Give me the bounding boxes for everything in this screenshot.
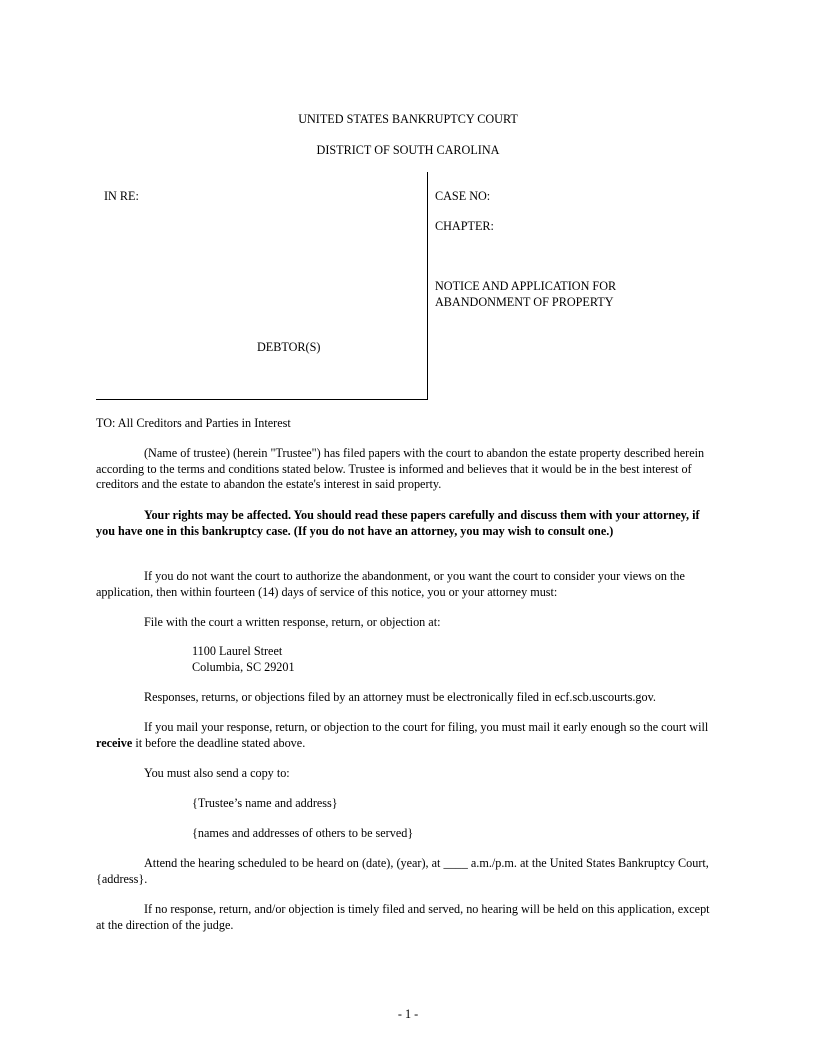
paragraph-send-copy: You must also send a copy to: <box>144 766 290 780</box>
page-number: - 1 - <box>397 1007 419 1021</box>
paragraph-hearing: Attend the hearing scheduled to be heard on (date), (year), at ____ a.m./p.m. at the United States Bankruptcy Court, {address}. <box>96 856 709 886</box>
paragraph-no-response: If no response, return, and/or objection is timely filed and served, no hearing will be held on this application, except at the direction of the judge. <box>96 902 710 932</box>
in-re-label: IN RE: <box>104 189 139 203</box>
receive-emphasis: receive <box>96 735 133 750</box>
district-title: DISTRICT OF SOUTH CAROLINA <box>316 143 500 157</box>
paragraph-electronic-filing: Responses, returns, or objections filed by an attorney must be electronically filed in ecf.scb.uscourts.gov. <box>144 690 656 704</box>
paragraph-mail-response <box>96 720 720 751</box>
paragraph-trustee-filing: (Name of trustee) (herein "Trustee") has filed papers with the court to abandon the estate property described herein according to the terms and conditions stated below. Trustee is informed and believes that it would be in the best interest of creditors and the estate to abandon the estate's interest in said property. <box>96 446 705 492</box>
mail-response-text-start: If you mail your response, return, or objection to the court for filing, you must mail it early enough so the court will <box>144 720 709 734</box>
notice-title-line-1: NOTICE AND APPLICATION FOR <box>435 279 617 293</box>
mail-response-text-end: it before the deadline stated above. <box>132 735 306 750</box>
caption-vertical-divider <box>427 172 428 399</box>
court-address <box>192 644 295 675</box>
paragraph-rights-warning: Your rights may be affected. You should read these papers carefully and discuss them with your attorney, if you have one in this bankruptcy case. (If you do not have an attorney, you may wish to consult one.) <box>96 508 700 538</box>
chapter-label: CHAPTER: <box>435 219 494 233</box>
court-title: UNITED STATES BANKRUPTCY COURT <box>298 112 518 126</box>
debtors-label: DEBTOR(S) <box>257 340 321 354</box>
court-address-line-2: Columbia, SC 29201 <box>192 659 295 674</box>
notice-title-line-2: ABANDONMENT OF PROPERTY <box>435 294 614 309</box>
notice-title <box>435 279 616 310</box>
others-served-placeholder: {names and addresses of others to be served} <box>192 826 414 840</box>
paragraph-objection-instructions: If you do not want the court to authorize the abandonment, or you want the court to consider your views on the application, then within fourteen (14) days of service of this notice, you or your attorney must: <box>96 569 685 599</box>
to-line: TO: All Creditors and Parties in Interest <box>96 416 291 430</box>
case-no-label: CASE NO: <box>435 189 491 203</box>
caption-horizontal-divider <box>96 399 428 400</box>
paragraph-file-with-court: File with the court a written response, return, or objection at: <box>144 615 441 629</box>
court-address-line-1: 1100 Laurel Street <box>192 644 283 658</box>
trustee-address-placeholder: {Trustee’s name and address} <box>192 796 338 810</box>
